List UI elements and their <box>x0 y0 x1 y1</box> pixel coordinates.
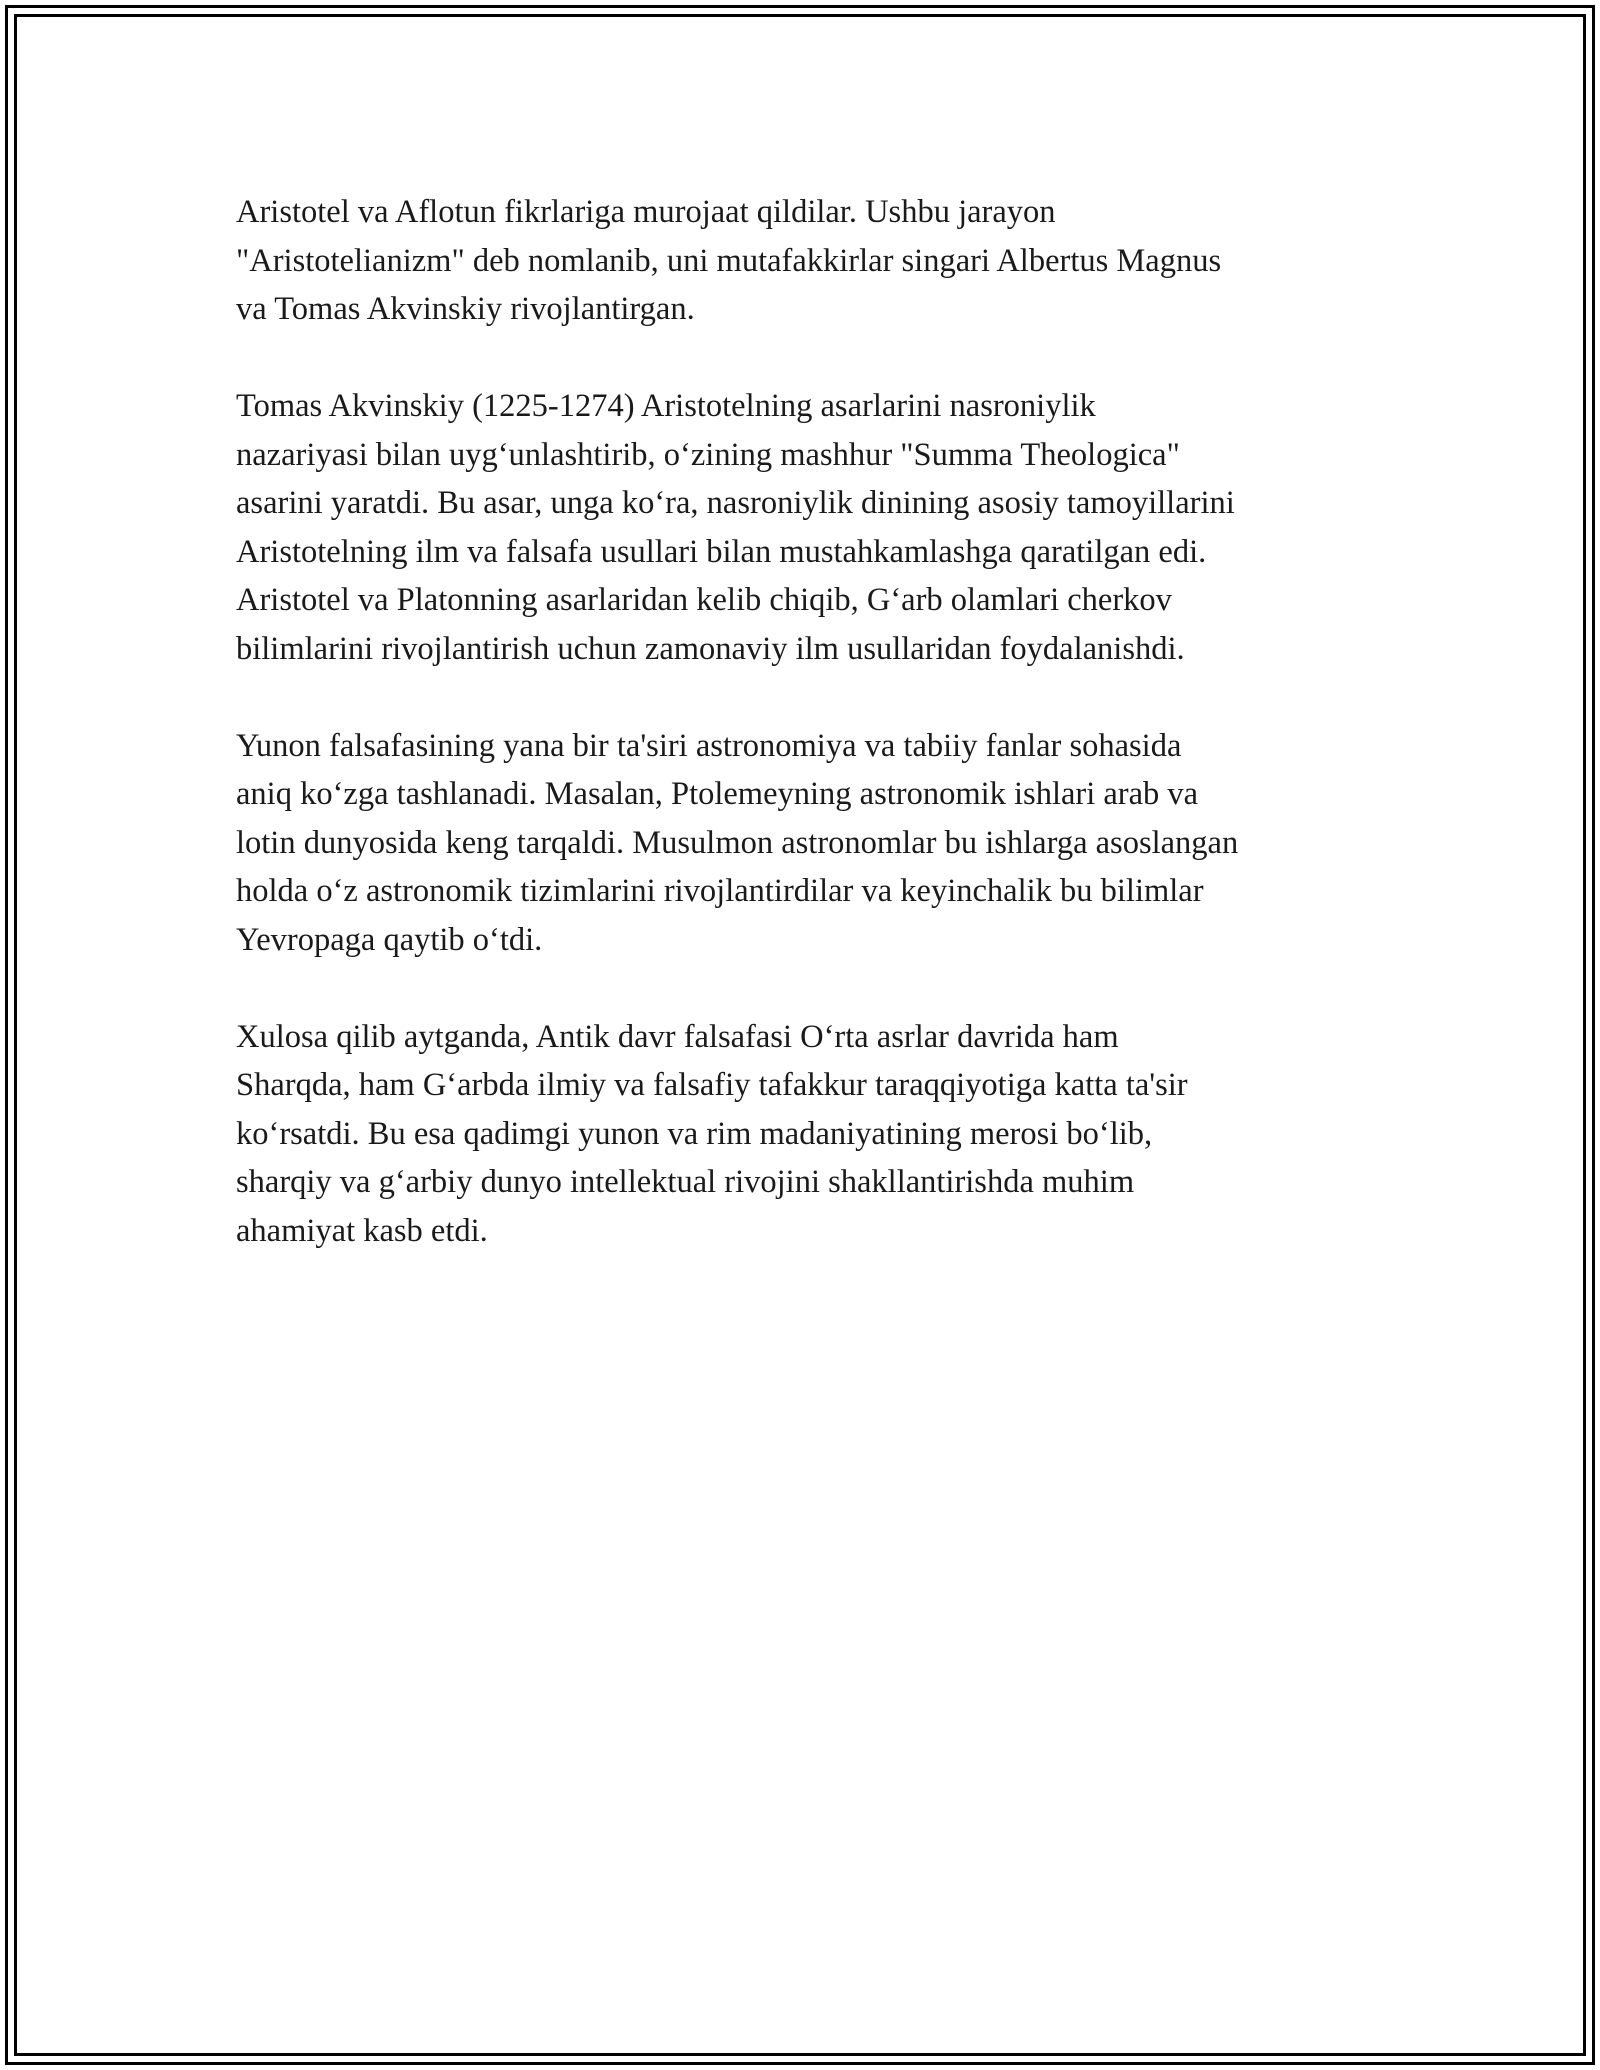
text-line: ahamiyat kasb etdi. <box>236 1212 488 1249</box>
text-line: nazariyasi bilan uyg‘unlashtirib, o‘zining mashhur "Summa Theologica" <box>236 436 1180 473</box>
text-line: Yevropaga qaytib o‘tdi. <box>236 921 543 958</box>
text-line: Xulosa qilib aytganda, Antik davr falsafasi O‘rta asrlar davrida ham <box>236 1018 1119 1055</box>
paragraph-3 <box>236 722 1416 965</box>
document-body <box>236 188 1416 1304</box>
text-line: lotin dunyosida keng tarqaldi. Musulmon astronomlar bu ishlarga asoslangan <box>236 824 1239 861</box>
text-line: asarini yaratdi. Bu asar, unga ko‘ra, nasroniylik dinining asosiy tamoyillarini <box>236 485 1235 521</box>
text-line: ko‘rsatdi. Bu esa qadimgi yunon va rim madaniyatining merosi bo‘lib, <box>236 1115 1153 1152</box>
text-line: Aristotel va Platonning asarlaridan kelib chiqib, G‘arb olamlari cherkov <box>236 582 1172 618</box>
text-line: sharqiy va g‘arbiy dunyo intellektual rivojini shakllantirishda muhim <box>236 1164 1135 1200</box>
text-line: Tomas Akvinskiy (1225-1274) Aristotelning asarlarini nasroniylik <box>236 388 1096 424</box>
text-line: bilimlarini rivojlantirish uchun zamonaviy ilm usullaridan foydalanishdi. <box>236 630 1185 667</box>
text-line: va Tomas Akvinskiy rivojlantirgan. <box>236 291 695 327</box>
text-line: Sharqda, ham G‘arbda ilmiy va falsafiy tafakkur taraqqiyotiga katta ta'sir <box>236 1067 1188 1103</box>
text-line: holda o‘z astronomik tizimlarini rivojlantirdilar va keyinchalik bu bilimlar <box>236 873 1204 909</box>
text-line: "Aristotelianizm" deb nomlanib, uni mutafakkirlar singari Albertus Magnus <box>236 242 1222 279</box>
text-line: Aristotel va Aflotun fikrlariga murojaat qildilar. Ushbu jarayon <box>236 194 1056 230</box>
paragraph-2 <box>236 382 1416 673</box>
text-line: Aristotelning ilm va falsafa usullari bilan mustahkamlashga qaratilgan edi. <box>236 533 1207 570</box>
text-line: aniq ko‘zga tashlanadi. Masalan, Ptolemeyning astronomik ishlari arab va <box>236 776 1199 812</box>
text-line: Yunon falsafasining yana bir ta'siri astronomiya va tabiiy fanlar sohasida <box>236 727 1182 764</box>
paragraph-4 <box>236 1013 1416 1256</box>
paragraph-1 <box>236 188 1416 334</box>
